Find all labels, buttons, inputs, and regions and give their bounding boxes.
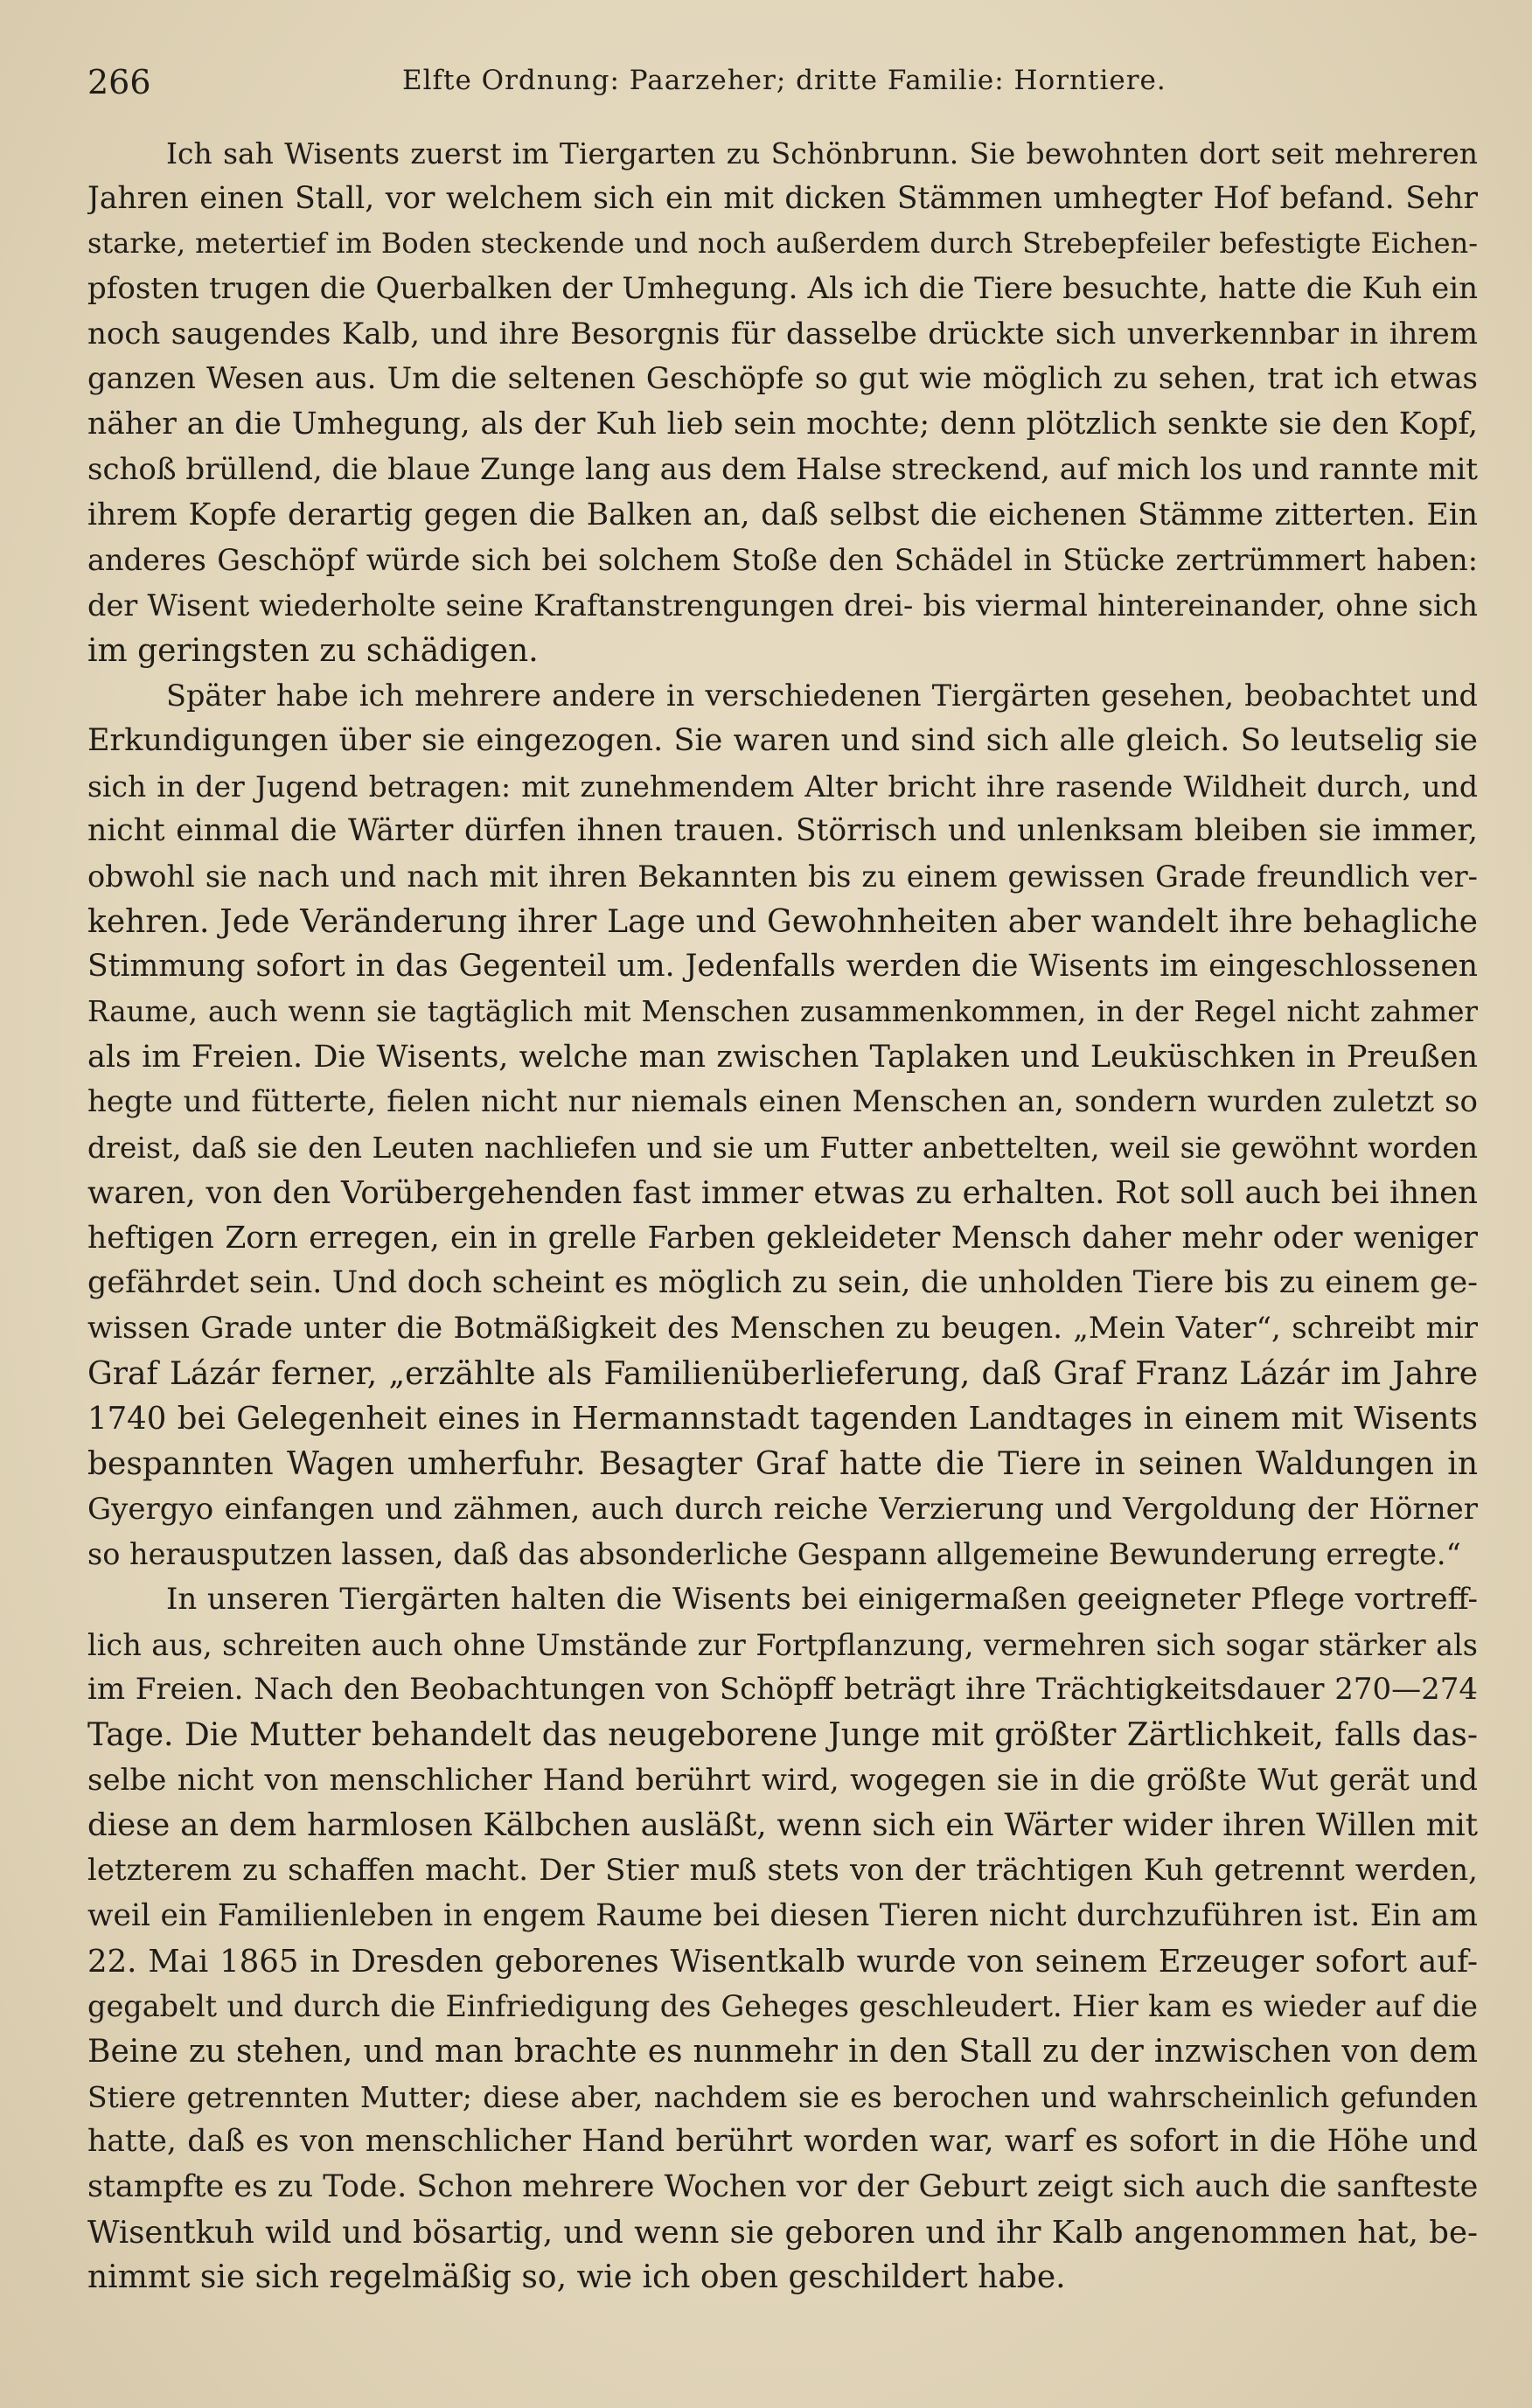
text-line: näher an die Umhegung, als der Kuh lieb sein mochte; denn plötzlich senkte sie den Kopf, <box>87 407 1478 442</box>
text-line: wissen Grade unter die Botmäßigkeit des Menschen zu beugen. „Mein Vater“, schreibt mir <box>87 1310 1478 1346</box>
text-line: heftigen Zorn erregen, ein in grelle Farben gekleideter Mensch daher mehr oder weniger <box>87 1220 1478 1256</box>
text-line: waren, von den Vorübergehenden fast immer etwas zu erhalten. Rot soll auch bei ihnen <box>87 1174 1478 1211</box>
text-line: Jahren einen Stall, vor welchem sich ein mit dicken Stämmen umhegter Hof befand. Sehr <box>87 180 1478 216</box>
text-line: hegte und fütterte, fielen nicht nur niemals einen Menschen an, sondern wurden zuletzt so <box>87 1084 1478 1120</box>
text-line: Raume, auch wenn sie tagtäglich mit Menschen zusammenkommen, in der Regel nicht zahmer <box>87 995 1478 1029</box>
text-line: sich in der Jugend betragen: mit zunehmendem Alter bricht ihre rasende Wildheit durch, und <box>87 769 1478 804</box>
text-line: im geringsten zu schädigen. <box>87 632 539 669</box>
paragraph <box>87 131 1478 673</box>
text-line: hatte, daß es von menschlicher Hand berührt worden war, warf es sofort in die Höhe und <box>87 2124 1478 2160</box>
text-line: Gyergyo einfangen und zähmen, auch durch reiche Verzierung und Vergoldung der Hörner <box>87 1491 1478 1527</box>
text-line: als im Freien. Die Wisents, welche man zwischen Taplaken und Leuküschken in Preußen <box>87 1039 1478 1075</box>
text-line: gefährdet sein. Und doch scheint es möglich zu sein, die unholden Tiere bis zu einem ge- <box>87 1265 1478 1301</box>
text-line: dreist, daß sie den Leuten nachliefen und sie um Futter anbettelten, weil sie gewöhnt worden <box>87 1131 1478 1166</box>
text-line: 1740 bei Gelegenheit eines in Hermannstadt tagenden Landtages in einem mit Wisents <box>87 1401 1478 1437</box>
text-line: starke, metertief im Boden steckende und noch außerdem durch Strebepfeiler befestigte Eichen- <box>87 226 1478 261</box>
body-text <box>87 131 1478 2300</box>
text-line: gegabelt und durch die Einfriedigung des Geheges geschleudert. Hier kam es wieder auf die <box>87 1989 1478 2024</box>
text-line: noch saugendes Kalb, und ihre Besorgnis für dasselbe drückte sich unverkennbar in ihrem <box>87 316 1478 351</box>
text-line: pfosten trugen die Querbalken der Umhegung. Als ich die Tiere besuchte, hatte die Kuh ein <box>87 271 1478 307</box>
text-line: Wisentkuh wild und bösartig, und wenn sie geboren und ihr Kalb angenommen hat, be- <box>87 2214 1478 2251</box>
text-line: obwohl sie nach und nach mit ihren Bekannten bis zu einem gewissen Grade freundlich ver- <box>87 860 1478 894</box>
text-line: letzterem zu schaffen macht. Der Stier muß stets von der trächtigen Kuh getrennt werden, <box>87 1853 1478 1889</box>
text-line: ihrem Kopfe derartig gegen die Balken an, daß selbst die eichenen Stämme zitterten. Ein <box>87 497 1478 532</box>
text-line: Ich sah Wisents zuerst im Tiergarten zu Schönbrunn. Sie bewohnten dort seit mehreren <box>166 136 1478 171</box>
page-number: 266 <box>87 63 151 101</box>
text-line: Stimmung sofort in das Gegenteil um. Jedenfalls werden die Wisents im eingeschlossenen <box>87 949 1478 985</box>
paragraph <box>87 1577 1478 2300</box>
text-line: kehren. Jede Veränderung ihrer Lage und Gewohnheiten aber wandelt ihre behagliche <box>87 903 1478 940</box>
text-line: im Freien. Nach den Beobachtungen von Schöpff beträgt ihre Trächtigkeitsdauer 270—274 <box>87 1672 1478 1708</box>
text-line: Später habe ich mehrere andere in verschiedenen Tiergärten gesehen, beobachtet und <box>166 679 1478 713</box>
text-line: diese an dem harmlosen Kälbchen ausläßt, wenn sich ein Wärter wider ihren Willen mit <box>87 1807 1478 1844</box>
text-line: Beine zu stehen, und man brachte es nunmehr in den Stall zu der inzwischen von dem <box>87 2033 1478 2070</box>
page-header <box>87 61 1487 114</box>
paragraph <box>87 673 1478 1577</box>
text-line: stampfte es zu Tode. Schon mehrere Wochen vor der Geburt zeigt sich auch die sanfteste <box>87 2168 1478 2204</box>
text-line: selbe nicht von menschlicher Hand berührt wird, wogegen sie in die größte Wut gerät und <box>87 1762 1478 1798</box>
text-line: ganzen Wesen aus. Um die seltenen Geschöpfe so gut wie möglich zu sehen, trat ich etwas <box>87 361 1478 397</box>
text-line: Erkundigungen über sie eingezogen. Sie waren und sind sich alle gleich. So leutselig sie <box>87 722 1478 758</box>
text-line: so herausputzen lassen, daß das absonderliche Gespann allgemeine Bewunderung erregte.“ <box>87 1537 1461 1572</box>
text-line: anderes Geschöpf würde sich bei solchem Stoße den Schädel in Stücke zertrümmert haben: <box>87 543 1478 578</box>
text-line: Stiere getrennten Mutter; diese aber, nachdem sie es berochen und wahrscheinlich gefunden <box>87 2079 1478 2114</box>
text-line: Graf Lázár ferner, „erzählte als Familienüberlieferung, daß Graf Franz Lázár im Jahre <box>87 1355 1478 1392</box>
text-line: lich aus, schreiten auch ohne Umstände zur Fortpflanzung, vermehren sich sogar stärker als <box>87 1627 1478 1662</box>
running-title: Elfte Ordnung: Paarzeher; dritte Familie: Horntiere. <box>402 65 1166 96</box>
text-line: der Wisent wiederholte seine Kraftanstrengungen drei- bis viermal hintereinander, ohne sich <box>87 588 1478 623</box>
text-line: nimmt sie sich regelmäßig so, wie ich oben geschildert habe. <box>87 2259 1066 2296</box>
text-line: nicht einmal die Wärter dürfen ihnen trauen. Störrisch und unlenksam bleiben sie immer, <box>87 813 1478 849</box>
text-line: Tage. Die Mutter behandelt das neugeborene Junge mit größter Zärtlichkeit, falls das- <box>87 1717 1478 1754</box>
text-line: 22. Mai 1865 in Dresden geborenes Wisentkalb wurde von seinem Erzeuger sofort auf- <box>87 1943 1478 1980</box>
text-line: schoß brüllend, die blaue Zunge lang aus dem Halse streckend, auf mich los und rannte mit <box>87 451 1478 487</box>
text-line: weil ein Familienleben in engem Raume bei diesen Tieren nicht durchzuführen ist. Ein am <box>87 1897 1478 1933</box>
text-line: bespannten Wagen umherfuhr. Besagter Graf hatte die Tiere in seinen Waldungen in <box>87 1445 1478 1482</box>
text-line: In unseren Tiergärten halten die Wisents bei einigermaßen geeigneter Pflege vortreff- <box>166 1582 1478 1617</box>
